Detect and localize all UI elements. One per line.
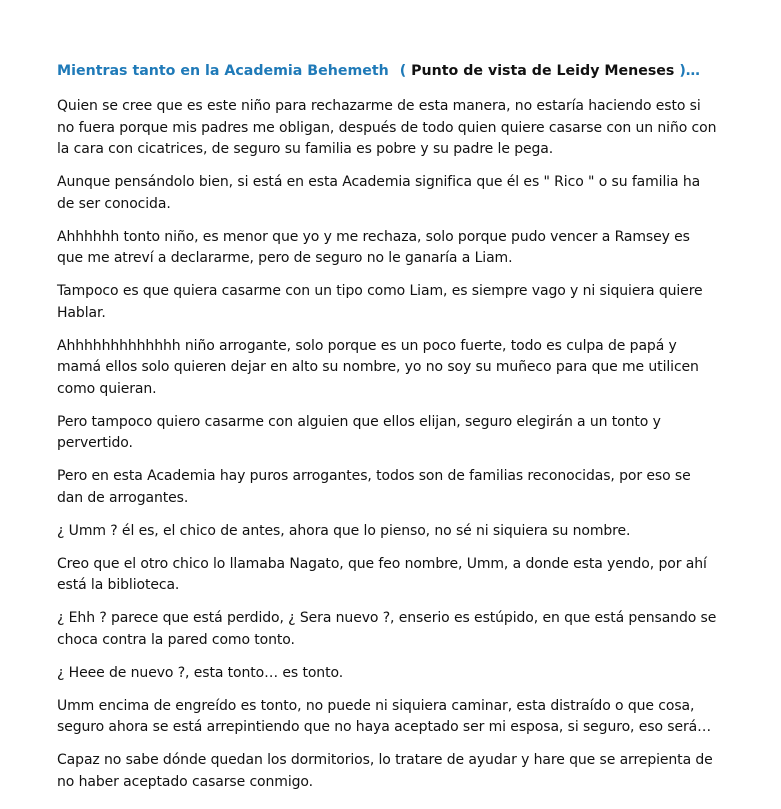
heading-location: Mientras tanto en la Academia Behemeth	[57, 63, 389, 79]
paragraph: ¿ Umm ? él es, el chico de antes, ahora que lo pienso, no sé ni siquiera su nombre.	[57, 522, 631, 539]
paragraph: Aunque pensándolo bien, si está en esta Academia significa que él es " Rico " o su familia ha de ser conocida.	[57, 174, 701, 212]
heading-paren-open: (	[399, 63, 407, 79]
paragraph: Quien se cree que es este niño para rechazarme de esta manera, no estaría haciendo esto si no fuera porque mis padres me obligan, después de todo quien quiere casarse con un niño con la cara con cicatrices, de seguro su familia es pobre y su padre le pega.	[57, 98, 717, 157]
paragraph: Capaz no sabe dónde quedan los dormitorios, lo tratare de ayudar y hare que se arrepienta de no haber aceptado casarse conmigo.	[57, 752, 713, 790]
paragraph: ¿ Heee de nuevo ?, esta tonto… es tonto.	[57, 664, 344, 681]
paragraph: Ahhhhhh tonto niño, es menor que yo y me rechaza, solo porque pudo vencer a Ramsey es que me atreví a declararme, pero de seguro no le ganaría a Liam.	[57, 228, 690, 266]
paragraph: Umm encima de engreído es tonto, no puede ni siquiera caminar, esta distraído o que cosa, seguro ahora se está arrepintiendo que no haya aceptado ser mi esposa, si seguro, eso será…	[57, 697, 712, 735]
paragraph: Pero tampoco quiero casarme con alguien que ellos elijan, seguro elegirán a un tonto y pervertido.	[57, 413, 661, 451]
paragraph: Tampoco es que quiera casarme con un tipo como Liam, es siempre vago y ni siquiera quiere Hablar.	[57, 283, 703, 321]
paragraph: Creo que el otro chico lo llamaba Nagato, que feo nombre, Umm, a donde esta yendo, por ahí está la biblioteca.	[57, 555, 707, 593]
section-heading	[57, 60, 717, 82]
paragraph: Ahhhhhhhhhhhhh niño arrogante, solo porque es un poco fuerte, todo es culpa de papá y mamá ellos solo quieren dejar en alto su nombre, yo no soy su muñeco para que me utilicen como quieran.	[57, 337, 699, 397]
paragraph: Pero en esta Academia hay puros arrogantes, todos son de familias reconocidas, por eso se dan de arrogantes.	[57, 468, 691, 506]
heading-point-of-view: Punto de vista de Leidy Meneses	[411, 63, 675, 79]
document-page	[57, 60, 717, 805]
heading-paren-close: )…	[679, 63, 700, 79]
paragraph: ¿ Ehh ? parece que está perdido, ¿ Sera nuevo ?, enserio es estúpido, en que está pensando se choca contra la pared como tonto.	[57, 610, 717, 648]
